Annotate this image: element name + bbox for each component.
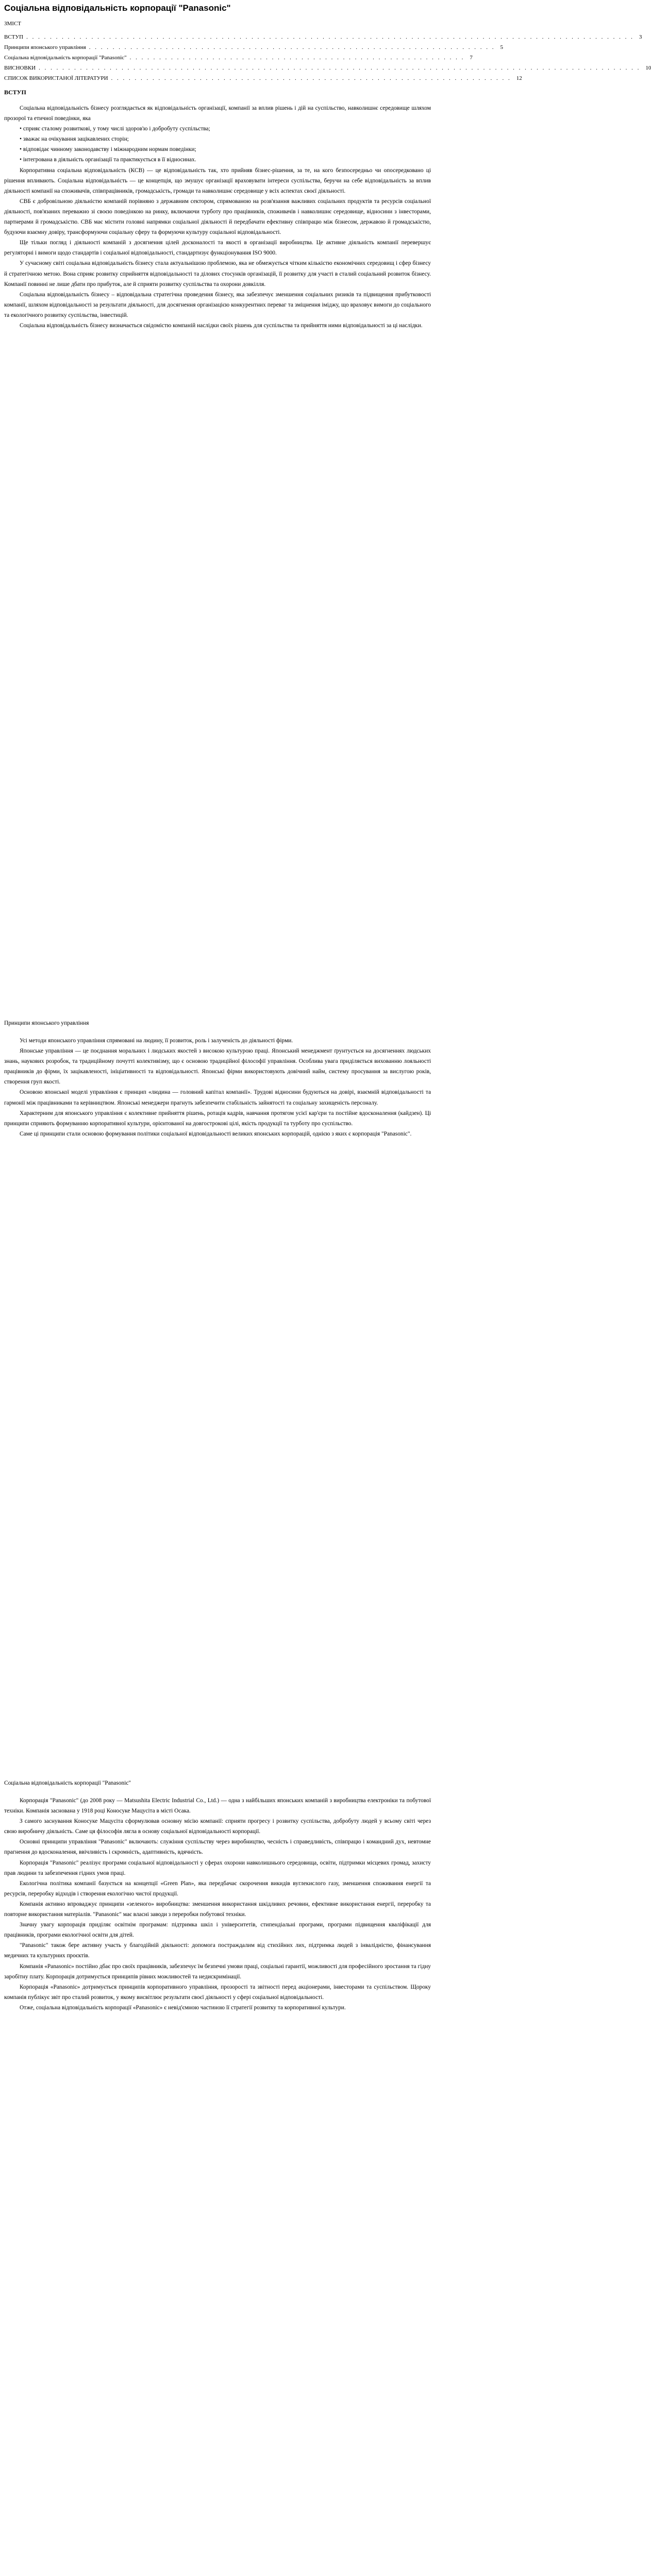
paragraph: Корпорація «Panasonic» дотримується принципів корпоративного управління, прозорості та звітності перед акціонерами, інвесторами та суспільством. Щороку компанія публікує звіт про сталий розвиток, у якому висвітлює результати своєї діяльності у сфері соціальної відповідальності.: [4, 1984, 431, 2001]
table-of-contents: [4, 34, 651, 86]
paragraph: Компанія «Panasonic» постійно дбає про своїх працівників, забезпечує їм безпечні умови праці, соціальні гарантії, можливості для професійного зростання та гідну заробітну плату. Корпорація дотримується принципів рівних можливостей та недискримінації.: [4, 1963, 431, 1980]
paragraph: Характерним для японського управління є колективне прийняття рішень, ротація кадрів, навчання протягом усієї кар'єри та постійне вдосконалення (кайдзен). Ці принципи сприяють формуванню корпоративної культури, орієнтованої на довгострокові цілі, якість продукції та турботу про суспільство.: [4, 1110, 431, 1127]
toc-page-number: 5: [500, 44, 503, 50]
toc-leader: . . . . . . . . . . . . . . . . . . . . . . . . . . . . . . . . . . . . . . . . . . . . . . . . . . . . . . . . . . . . . . . . . . . . . . . . . . . . . . . . . . . . . . . . . . . . . . . . . . . . . . .: [26, 34, 634, 40]
toc-item[interactable]: [4, 55, 473, 65]
section-heading-principles: Принципи японського управління: [4, 1020, 89, 1026]
paragraph: Отже, соціальна відповідальність корпорації «Panasonic» є невід'ємною частиною її стратегії розвитку та корпоративної культури.: [20, 2004, 346, 2011]
toc-item-label: Принципи японського управління: [4, 44, 86, 50]
toc-item-label: ВСТУП: [4, 34, 24, 40]
toc-heading: ЗМІСТ: [4, 21, 22, 27]
paragraph: Саме ці принципи стали основою формування політики соціальної відповідальності великих японських корпорацій, однією з яких є корпорація "Panasonic".: [20, 1130, 412, 1137]
bullet-item: • зважає на очікування зацікавлених сторін;: [20, 136, 129, 143]
csr-body: [4, 1795, 431, 2013]
toc-item-label: Соціальна відповідальність корпорації "Panasonic": [4, 55, 127, 61]
toc-page-number: 3: [639, 34, 642, 40]
toc-item[interactable]: [4, 65, 651, 75]
paragraph: Компанія активно впроваджує принципи «зеленого» виробництва: зменшення використання шкідливих речовин, ефективне використання енергії, переробку та повторне використання матеріалів. "Panasonic" має власні заводи з переробки побутової техніки.: [4, 1901, 431, 1918]
paragraph: Японське управління — це поєднання моральних і людських якостей з високою культурою праці. Японський менеджмент ґрунтується на досягненнях людських знань, наукових розробок, та традиційному почутті колективізму, що є основою традиційної філософії управління. Особлива увага приділяється вихованню лояльності працівників до фірми, їх зацікавленості, ініціативності та відповідальності. Японські фірми використовують довічний найм, систему просування за вислугою років, створення груп якості.: [4, 1048, 431, 1086]
paragraph: Екологічна політика компанії базується на концепції «Green Plan», яка передбачає скорочення викидів вуглекислого газу, зменшення споживання енергії та ресурсів, переробку відходів і створення екологічно чистої продукції.: [4, 1880, 431, 1897]
document-title: Соціальна відповідальність корпорації "Panasonic": [4, 3, 231, 13]
toc-leader: . . . . . . . . . . . . . . . . . . . . . . . . . . . . . . . . . . . . . . . . . . . . . . . . . . . . . . . . . . . . . . . . . . . .: [111, 75, 511, 81]
toc-item[interactable]: [4, 44, 503, 55]
toc-item-label: СПИСОК ВИКОРИСТАНОЇ ЛІТЕРАТУРИ: [4, 75, 108, 81]
paragraph: Соціальна відповідальність бізнесу розглядається як відповідальність організації, компанії за вплив рішень і дій на суспільство, навколишнє середовище шляхом прозорої та етичної поведінки, яка: [4, 105, 431, 122]
paragraph: СВБ є добровільною діяльністю компаній порівняно з державним сектором, спрямованою на розв'язання важливих соціальних продуктів та ресурсів соціальної діяльності, пов'язаних переважно зі своєю поведінкою на ринку, включаючи турботу про працівників, споживачів і навколишнє середовище, відносини з інвесторами, партнерами й громадськістю. СВБ має містити головні напрямки соціальної діяльності й передбачати ефективну співпрацю між бізнесом, державою й громадськістю, будуючи взаємну довіру, трансформуючи соціальну сферу та формуючи культуру соціальної відповідальності.: [4, 198, 431, 236]
toc-leader: . . . . . . . . . . . . . . . . . . . . . . . . . . . . . . . . . . . . . . . . . . . . . . . . . . . . . . . . .: [129, 55, 465, 61]
paragraph: "Panasonic" також бере активну участь у благодійній діяльності: допомога постраждалим від стихійних лих, підтримка людей з інвалідністю, фінансування медичних та культурних проєктів.: [4, 1942, 431, 1959]
paragraph: Основою японської моделі управління є принцип «людина — головний капітал компанії». Трудові відносини будуються на довірі, взаємній відповідальності та гармонії між працівниками та керівництвом. Японські менеджери прагнуть забезпечити стабільність зайнятості та соціальну захищеність персоналу.: [4, 1089, 431, 1106]
toc-leader: . . . . . . . . . . . . . . . . . . . . . . . . . . . . . . . . . . . . . . . . . . . . . . . . . . . . . . . . . . . . . . . . . . . . .: [89, 44, 495, 50]
intro-body: [4, 103, 431, 331]
paragraph: З самого заснування Коносуке Мацусіта сформулював основну місію компанії: сприяти прогресу і розвитку суспільства, добробуту людей у всьому світі через свою виробничу діяльність. Саме ця філософія лягла в основу соціальної відповідальності корпорації.: [4, 1818, 431, 1835]
toc-page-number: 7: [470, 55, 473, 61]
paragraph: У сучасному світі соціальна відповідальність бізнесу стала актуальнішою проблемою, яка не обмежується чітким кількістю економічних середовищ і сфер бізнесу й стратегічною метою. Вона сприяє розвитку сприйняття відповідальності та ділових стосунків організацій, її розвитку для участі в сталий соціальний розвиток бізнесу. Компанії повинні не лише дбати про прибуток, але й сприяти розвитку суспільства та охорони довкілля.: [4, 260, 431, 287]
toc-item-label: ВИСНОВКИ: [4, 65, 36, 71]
toc-leader: . . . . . . . . . . . . . . . . . . . . . . . . . . . . . . . . . . . . . . . . . . . . . . . . . . . . . . . . . . . . . . . . . . . . . . . . . . . . . . . . . . . . . . . . . . . . . . . . . . . . . .: [39, 65, 641, 71]
toc-item[interactable]: [4, 34, 642, 44]
paragraph: Значну увагу корпорація приділяє освітнім програмам: підтримка шкіл і університетів, стипендіальні програми, програми підвищення кваліфікації для працівників, програми екологічної освіти для дітей.: [4, 1922, 431, 1939]
bullet-item: • сприяє сталому розвиткові, у тому числі здоров'ю і добробуту суспільства;: [20, 126, 210, 132]
toc-item[interactable]: [4, 75, 522, 86]
paragraph: Соціальна відповідальність бізнесу визначається свідомістю компаній наслідки своїх рішень для суспільства та прийняття ними відповідальності за ці наслідки.: [20, 322, 423, 329]
toc-page-number: 12: [516, 75, 522, 81]
paragraph: Корпоративна соціальна відповідальність (КСВ) — це відповідальність так, хто прийняв бізнес-рішення, за те, на кого безпосередньо чи опосередковано ці рішення впливають. Соціальна відповідальність — це концепція, що змушує організації враховувати інтереси суспільства, беручи на себе відповідальність за вплив діяльності компанії на споживачів, співпрацівників, громадськість, громади та навколишнє середовище у всіх аспектах своєї діяльності.: [4, 167, 431, 194]
paragraph: Корпорація "Panasonic" реалізує програми соціальної відповідальності у сферах охорони навколишнього середовища, освіти, підтримки місцевих громад, захисту прав людини та забезпечення гідних умов праці.: [4, 1859, 431, 1876]
paragraph: Усі методи японського управління спрямовані на людину, її розвиток, роль і залученість до діяльності фірми.: [20, 1038, 293, 1044]
bullet-item: • інтегрована в діяльність організації та практикується в її відносинах.: [20, 157, 196, 163]
principles-body: [4, 1036, 431, 1139]
paragraph: Соціальна відповідальність бізнесу – відповідальна стратегічна проведення бізнесу, яка забезпечує зменшення соціальних ризиків та підвищення прибутковості компанії, шляхом відповідальності за результати діяльності, для досягнення організацією конкурентних переваг та зміцнення іміджу, що враховує вимоги до соціального та екологічного розвитку суспільства, інвестицій.: [4, 291, 431, 318]
paragraph: Ще тільки погляд і діяльності компаній з досягнення цілей досконалості та якості в організації виробництва. Це активне діяльність компанії перевершує регуляторні і вимоги щодо стандартів і соціальної відповідальності, стандартизує функціонування ISO 9000.: [4, 240, 431, 257]
paragraph: Основні принципи управління "Panasonic" включають: служіння суспільству через виробництво, чесність і справедливість, співпрацю і командний дух, невтомне прагнення до вдосконалення, ввічливість і скромність, адаптивність, вдячність.: [4, 1839, 431, 1856]
bullet-item: • відповідає чинному законодавству і міжнародним нормам поведінки;: [20, 146, 196, 153]
intro-heading: ВСТУП: [4, 89, 26, 96]
toc-page-number: 10: [645, 65, 651, 71]
paragraph: Корпорація "Panasonic" (до 2008 року — Matsushita Electric Industrial Co., Ltd.) — одна з найбільших японських компаній з виробництва електроніки та побутової техніки. Компанія заснована у 1918 році Коносуке Мацусіта в місті Осака.: [4, 1798, 431, 1815]
section-heading-csr: Соціальна відповідальність корпорації "Panasonic": [4, 1780, 131, 1786]
